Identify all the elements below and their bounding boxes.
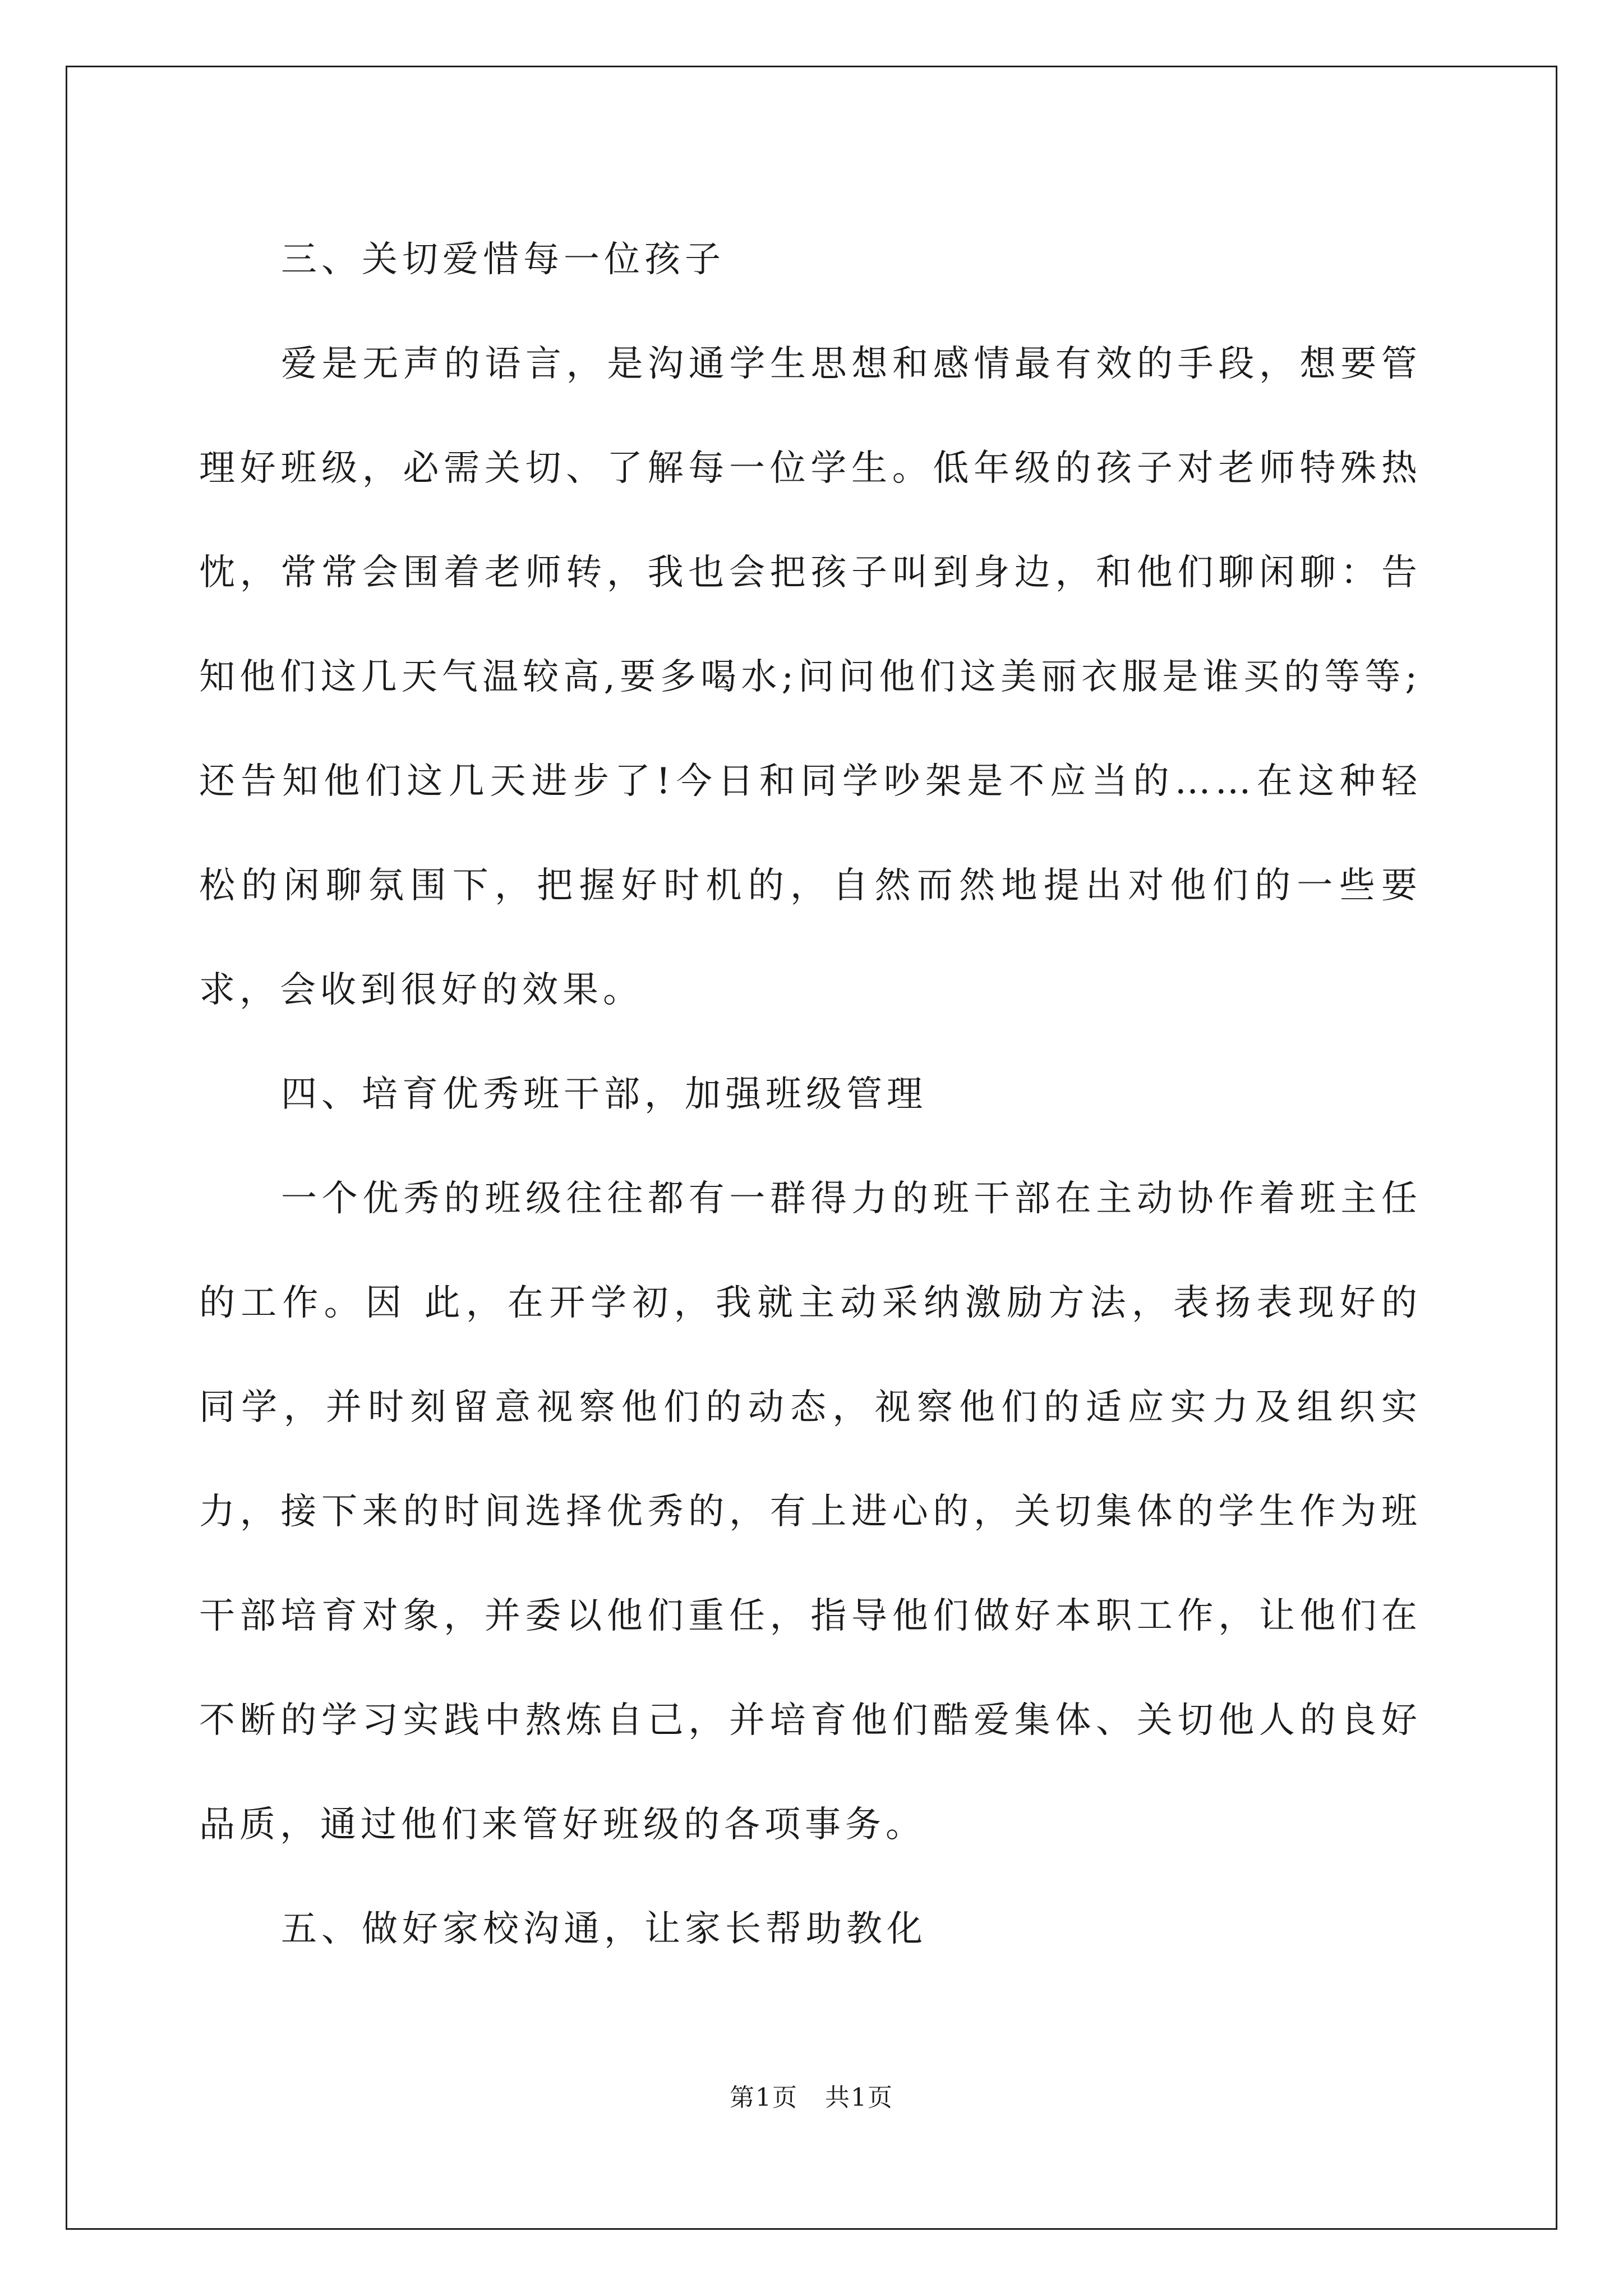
page-footer (0, 2081, 1623, 2115)
section-heading-4: 四、培育优秀班干部，加强班级管理 (281, 1074, 927, 1115)
page-total: 共1页 (825, 2083, 893, 2112)
section-heading-5: 五、做好家校沟通，让家长帮助教化 (281, 1908, 927, 1950)
section-heading-3: 三、关切爱惜每一位孩子 (281, 239, 725, 280)
page-number: 第1页 (730, 2083, 798, 2112)
section-paragraph-4: 一个优秀的班级往往都有一群得力的班干部在主动协作着班主任的工作。因 此，在开学初，我就主动采纳激励方法，表扬表现好的同学，并时刻留意视察他们的动态，视察他们的适应实力及组织实力，接下来的时间选择优秀的，有上进心的，关切集体的学生作为班干部培育对象，并委以他们重任，指导他们做好本职工作，让他们在不断的学习实践中熬炼自己，并培育他们酷爱集体、关切他人的良好品质，通过他们来管好班级的各项事务。 (199, 1178, 1422, 1846)
section-paragraph-3: 爱是无声的语言，是沟通学生思想和感情最有效的手段，想要管理好班级，必需关切、了解每一位学生。低年级的孩子对老师特殊热忱，常常会围着老师转，我也会把孩子叫到身边，和他们聊闲聊：告知他们这几天气温较高,要多喝水;问问他们这美丽衣服是谁买的等等;还告知他们这几天进步了!今日和同学吵架是不应当的……在这种轻松的闲聊氛围下，把握好时机的，自然而然地提出对他们的一些要求，会收到很好的效果。 (199, 343, 1422, 1011)
document-body (199, 208, 1422, 1981)
